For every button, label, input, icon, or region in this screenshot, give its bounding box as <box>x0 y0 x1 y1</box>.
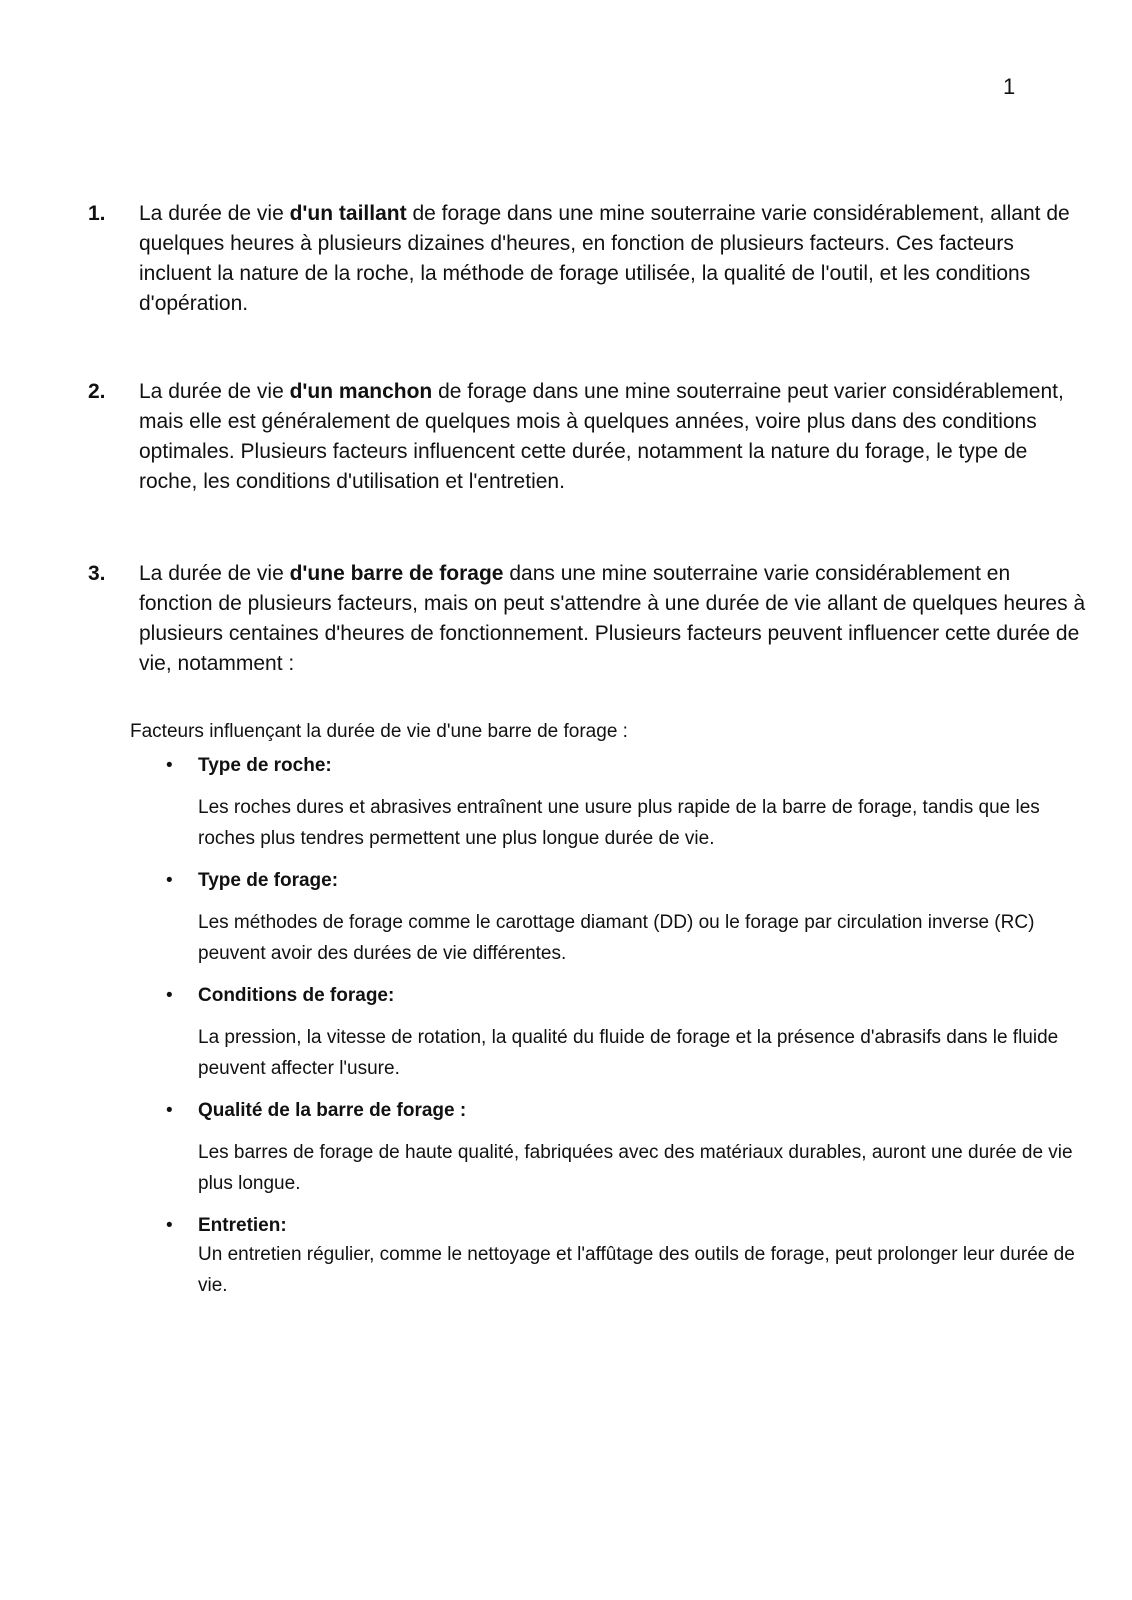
bullet-icon: • <box>166 870 173 891</box>
factor-title: Entretien: <box>198 1215 287 1236</box>
factor-description: Les barres de forage de haute qualité, fabriquées avec des matériaux durables, auront une durée de vie plus longue. <box>198 1142 1073 1194</box>
item-number: 3. <box>88 562 106 585</box>
bullet-icon: • <box>166 1100 173 1121</box>
bullet-icon: • <box>166 1215 173 1236</box>
bullet-icon: • <box>166 985 173 1006</box>
page-number: 1 <box>1003 74 1016 99</box>
factor-description: Les roches dures et abrasives entraînent une usure plus rapide de la barre de forage, tandis que les roches plus tendres permettent une plus longue durée de vie. <box>198 797 1040 849</box>
item-text <box>139 199 1089 319</box>
item-text <box>139 559 1089 679</box>
item-text-after: de forage dans une mine souterraine peut varier considérablement, mais elle est généralement de quelques mois à quelques années, voire plus dans des conditions optimales. Plusieurs facteurs influencent cette durée, notamment la nature du forage, le type de roche, les conditions d'utilisation et l'entretien. <box>139 380 1064 493</box>
factor-title: Type de forage: <box>198 870 339 891</box>
item-text-before: La durée de vie <box>139 380 290 403</box>
item-text <box>139 377 1089 497</box>
item-number: 2. <box>88 380 106 403</box>
factor-title: Conditions de forage: <box>198 985 395 1006</box>
factor-title: Qualité de la barre de forage : <box>198 1100 467 1121</box>
factor-description: La pression, la vitesse de rotation, la qualité du fluide de forage et la présence d'abrasifs dans le fluide peuvent affecter l'usure. <box>198 1027 1059 1079</box>
factors-heading: Facteurs influençant la durée de vie d'une barre de forage : <box>130 721 628 742</box>
item-text-before: La durée de vie <box>139 202 290 225</box>
item-text-bold: d'un manchon <box>289 380 433 403</box>
item-text-bold: d'un taillant <box>289 202 407 225</box>
bullet-icon: • <box>166 755 173 776</box>
item-text-before: La durée de vie <box>139 562 290 585</box>
item-text-bold: d'une barre de forage <box>289 562 504 585</box>
factor-title: Type de roche: <box>198 755 332 776</box>
item-text-after: dans une mine souterraine varie considérablement en fonction de plusieurs facteurs, mais on peut s'attendre à une durée de vie allant de quelques heures à plusieurs centaines d'heures de fonctionnement. Plusieurs facteurs peuvent influencer cette durée de vie, notamment : <box>139 562 1086 675</box>
factor-description: Un entretien régulier, comme le nettoyage et l'affûtage des outils de forage, peut prolonger leur durée de vie. <box>198 1244 1075 1296</box>
item-text-after: de forage dans une mine souterraine varie considérablement, allant de quelques heures à plusieurs dizaines d'heures, en fonction de plusieurs facteurs. Ces facteurs incluent la nature de la roche, la méthode de forage utilisée, la qualité de l'outil, et les conditions d'opération. <box>139 202 1070 315</box>
factor-description: Les méthodes de forage comme le carottage diamant (DD) ou le forage par circulation inverse (RC) peuvent avoir des durées de vie différentes. <box>198 912 1035 964</box>
item-number: 1. <box>88 202 106 225</box>
